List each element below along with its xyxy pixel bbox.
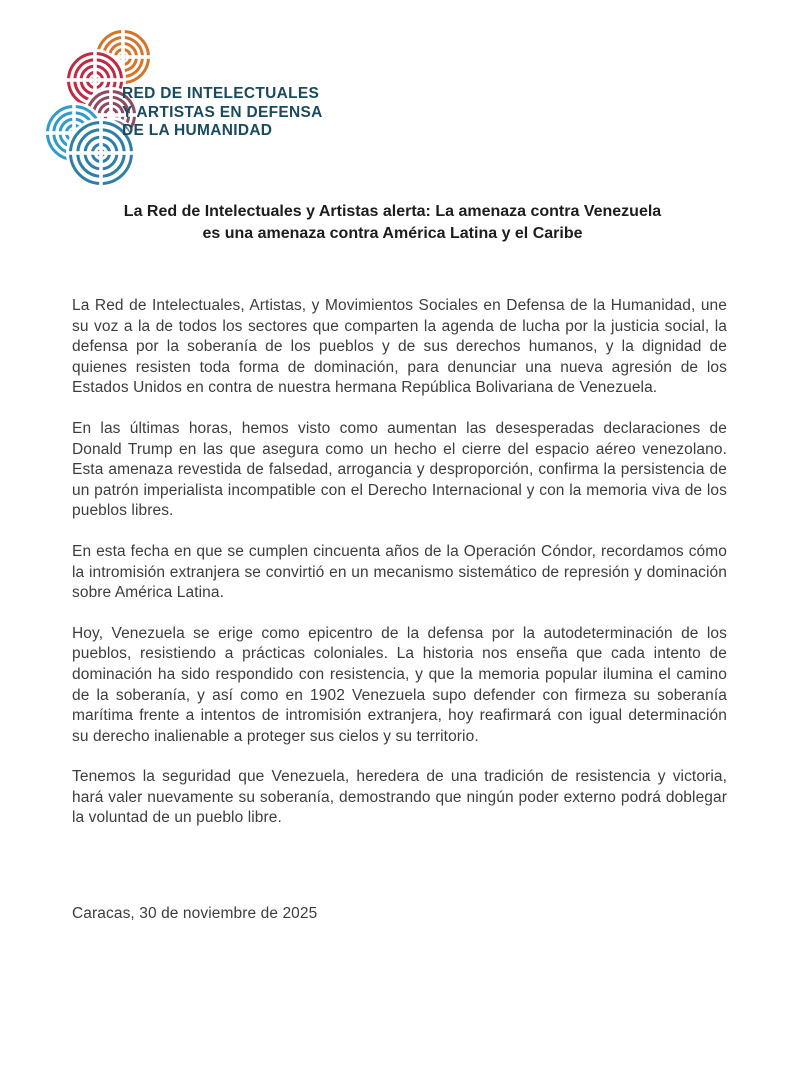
logo-wordmark-line3: DE LA HUMANIDAD <box>122 122 273 139</box>
body-paragraph-1: La Red de Intelectuales, Artistas, y Movimientos Sociales en Defensa de la Humanidad, une su voz a la de todos los sectores que comparten la agenda de lucha por la justicia social, la defensa por la soberanía de los pueblos y de sus derechos humanos, y la dignidad de quienes resisten toda forma de dominación, para denunciar una nueva agresión de los Estados Unidos en contra de nuestra hermana República Bolivariana de Venezuela. <box>72 297 727 397</box>
document-title-line1: La Red de Intelectuales y Artistas alerta: La amenaza contra Venezuela <box>123 203 662 220</box>
document-body <box>72 296 727 849</box>
org-logo-wordmark <box>122 85 323 141</box>
logo-wordmark-line1: RED DE INTELECTUALES <box>122 85 320 102</box>
document-title-line2: es una amenaza contra América Latina y el Caribe <box>202 224 583 242</box>
body-paragraph-2: En las últimas horas, hemos visto como aumentan las desesperadas declaraciones de Donald Trump en las que asegura como un hecho el cierre del espacio aéreo venezolano. Esta amenaza revestida de falsedad, arrogancia y desproporción, confirma la persistencia de un patrón imperialista incompatible con el Derecho Internacional y con la memoria viva de los pueblos libres. <box>72 419 727 520</box>
logo-wordmark-line2: Y ARTISTAS EN DEFENSA <box>122 103 323 121</box>
body-paragraph-3: En esta fecha en que se cumplen cincuenta años de la Operación Cóndor, recordamos cómo la intromisión extranjera se convirtió en un mecanismo sistemático de represión y dominación sobre América Latina. <box>72 542 727 602</box>
dateline: Caracas, 30 de noviembre de 2025 <box>72 905 318 922</box>
document-title <box>65 201 720 244</box>
body-paragraph-4: Hoy, Venezuela se erige como epicentro de la defensa por la autodeterminación de los pueblos, resistiendo a prácticas coloniales. La historia nos enseña que cada intento de dominación ha sido respondido con resistencia, y que la memoria popular ilumina el camino de la soberanía, y así como en 1902 Venezuela supo defender con firmeza su soberanía marítima frente a intentos de intromisión extranjera, hoy reafirmará con igual determinación su derecho inalienable a proteger sus cielos y su territorio. <box>72 624 727 745</box>
body-paragraph-5: Tenemos la seguridad que Venezuela, heredera de una tradición de resistencia y victoria, hará valer nuevamente su soberanía, demostrando que ningún poder externo podrá doblegar la voluntad de un pueblo libre. <box>72 768 727 827</box>
